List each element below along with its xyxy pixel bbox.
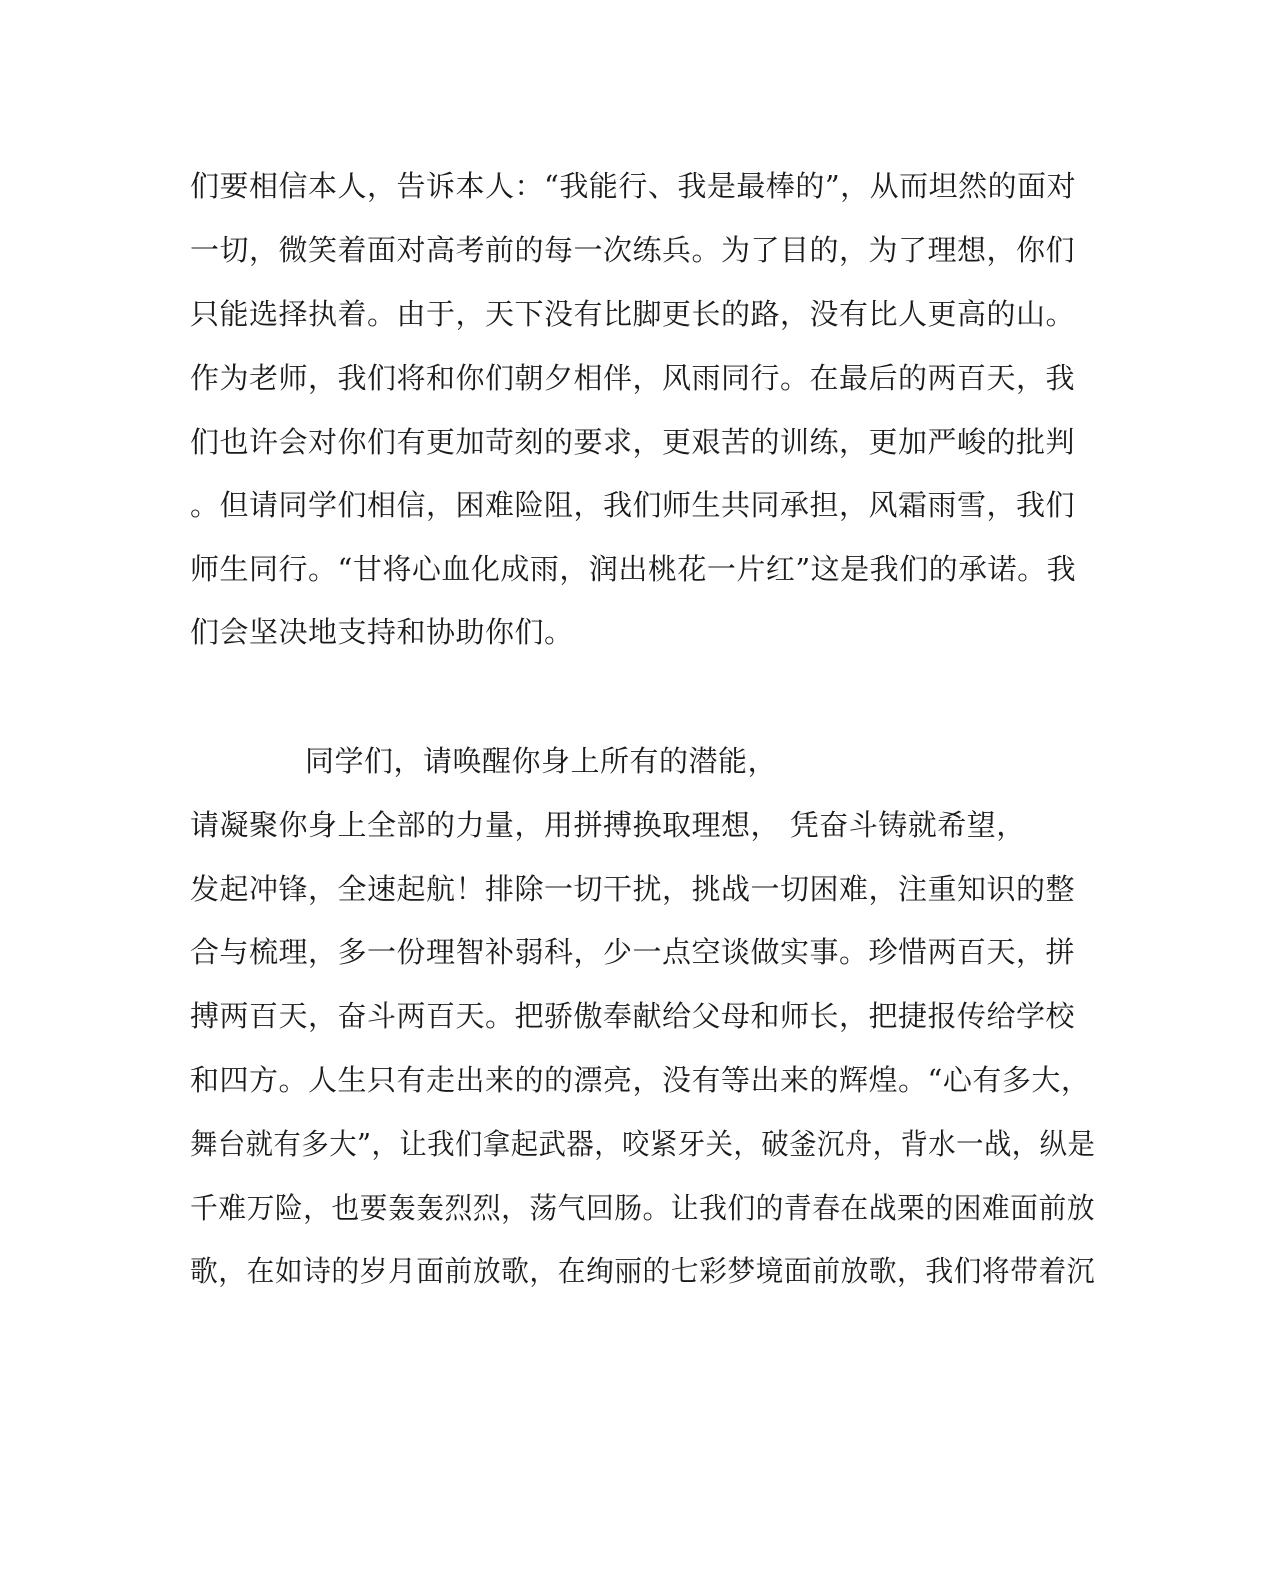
paragraph-1-line-7: 师生同行。“甘将心血化成雨，润出桃花一片红”这是我们的承诺。我 <box>190 552 1077 586</box>
paragraph-2-line-4: 合与梳理，多一份理智补弱科，少一点空谈做实事。珍惜两百天，拼 <box>190 935 1076 969</box>
paragraph-2-line-1: 同学们，请唤醒你身上所有的潜能， <box>305 744 778 778</box>
paragraph-2-line-7: 舞台就有多大”，让我们拿起武器，咬紧牙关，破釜沉舟，背水一战，纵是 <box>190 1127 1096 1161</box>
paragraph-1-line-5: 们也许会对你们有更加苛刻的要求，更艰苦的训练，更加严峻的批判 <box>190 425 1076 459</box>
paragraph-2-line-9: 歌，在如诗的岁月面前放歌，在绚丽的七彩梦境面前放歌，我们将带着沉 <box>190 1254 1096 1288</box>
paragraph-1-line-1: 们要相信本人，告诉本人：“我能行、我是最棒的”，从而坦然的面对 <box>190 169 1077 203</box>
paragraph-2-line-5: 搏两百天，奋斗两百天。把骄傲奉献给父母和师长，把捷报传给学校 <box>190 999 1076 1033</box>
paragraph-2-line-3: 发起冲锋，全速起航！排除一切干扰，挑战一切困难，注重知识的整 <box>190 872 1076 906</box>
paragraph-1-line-3: 只能选择执着。由于，天下没有比脚更长的路，没有比人更高的山。 <box>190 297 1076 331</box>
paragraph-1-line-6: 。但请同学们相信，困难险阻，我们师生共同承担，风霜雨雪，我们 <box>190 488 1076 522</box>
paragraph-1-line-2: 一切，微笑着面对高考前的每一次练兵。为了目的，为了理想，你们 <box>190 233 1076 267</box>
paragraph-1-line-8: 们会坚决地支持和协助你们。 <box>190 615 574 649</box>
paragraph-2-line-2: 请凝聚你身上全部的力量，用拼搏换取理想， 凭奋斗铸就希望， <box>190 808 1026 842</box>
paragraph-2-line-8: 千难万险，也要轰轰烈烈，荡气回肠。让我们的青春在战栗的困难面前放 <box>190 1191 1096 1225</box>
paragraph-2-line-6: 和四方。人生只有走出来的的漂亮，没有等出来的辉煌。“心有多大， <box>190 1063 1091 1097</box>
paragraph-1-line-4: 作为老师，我们将和你们朝夕相伴，风雨同行。在最后的两百天，我 <box>190 361 1076 395</box>
